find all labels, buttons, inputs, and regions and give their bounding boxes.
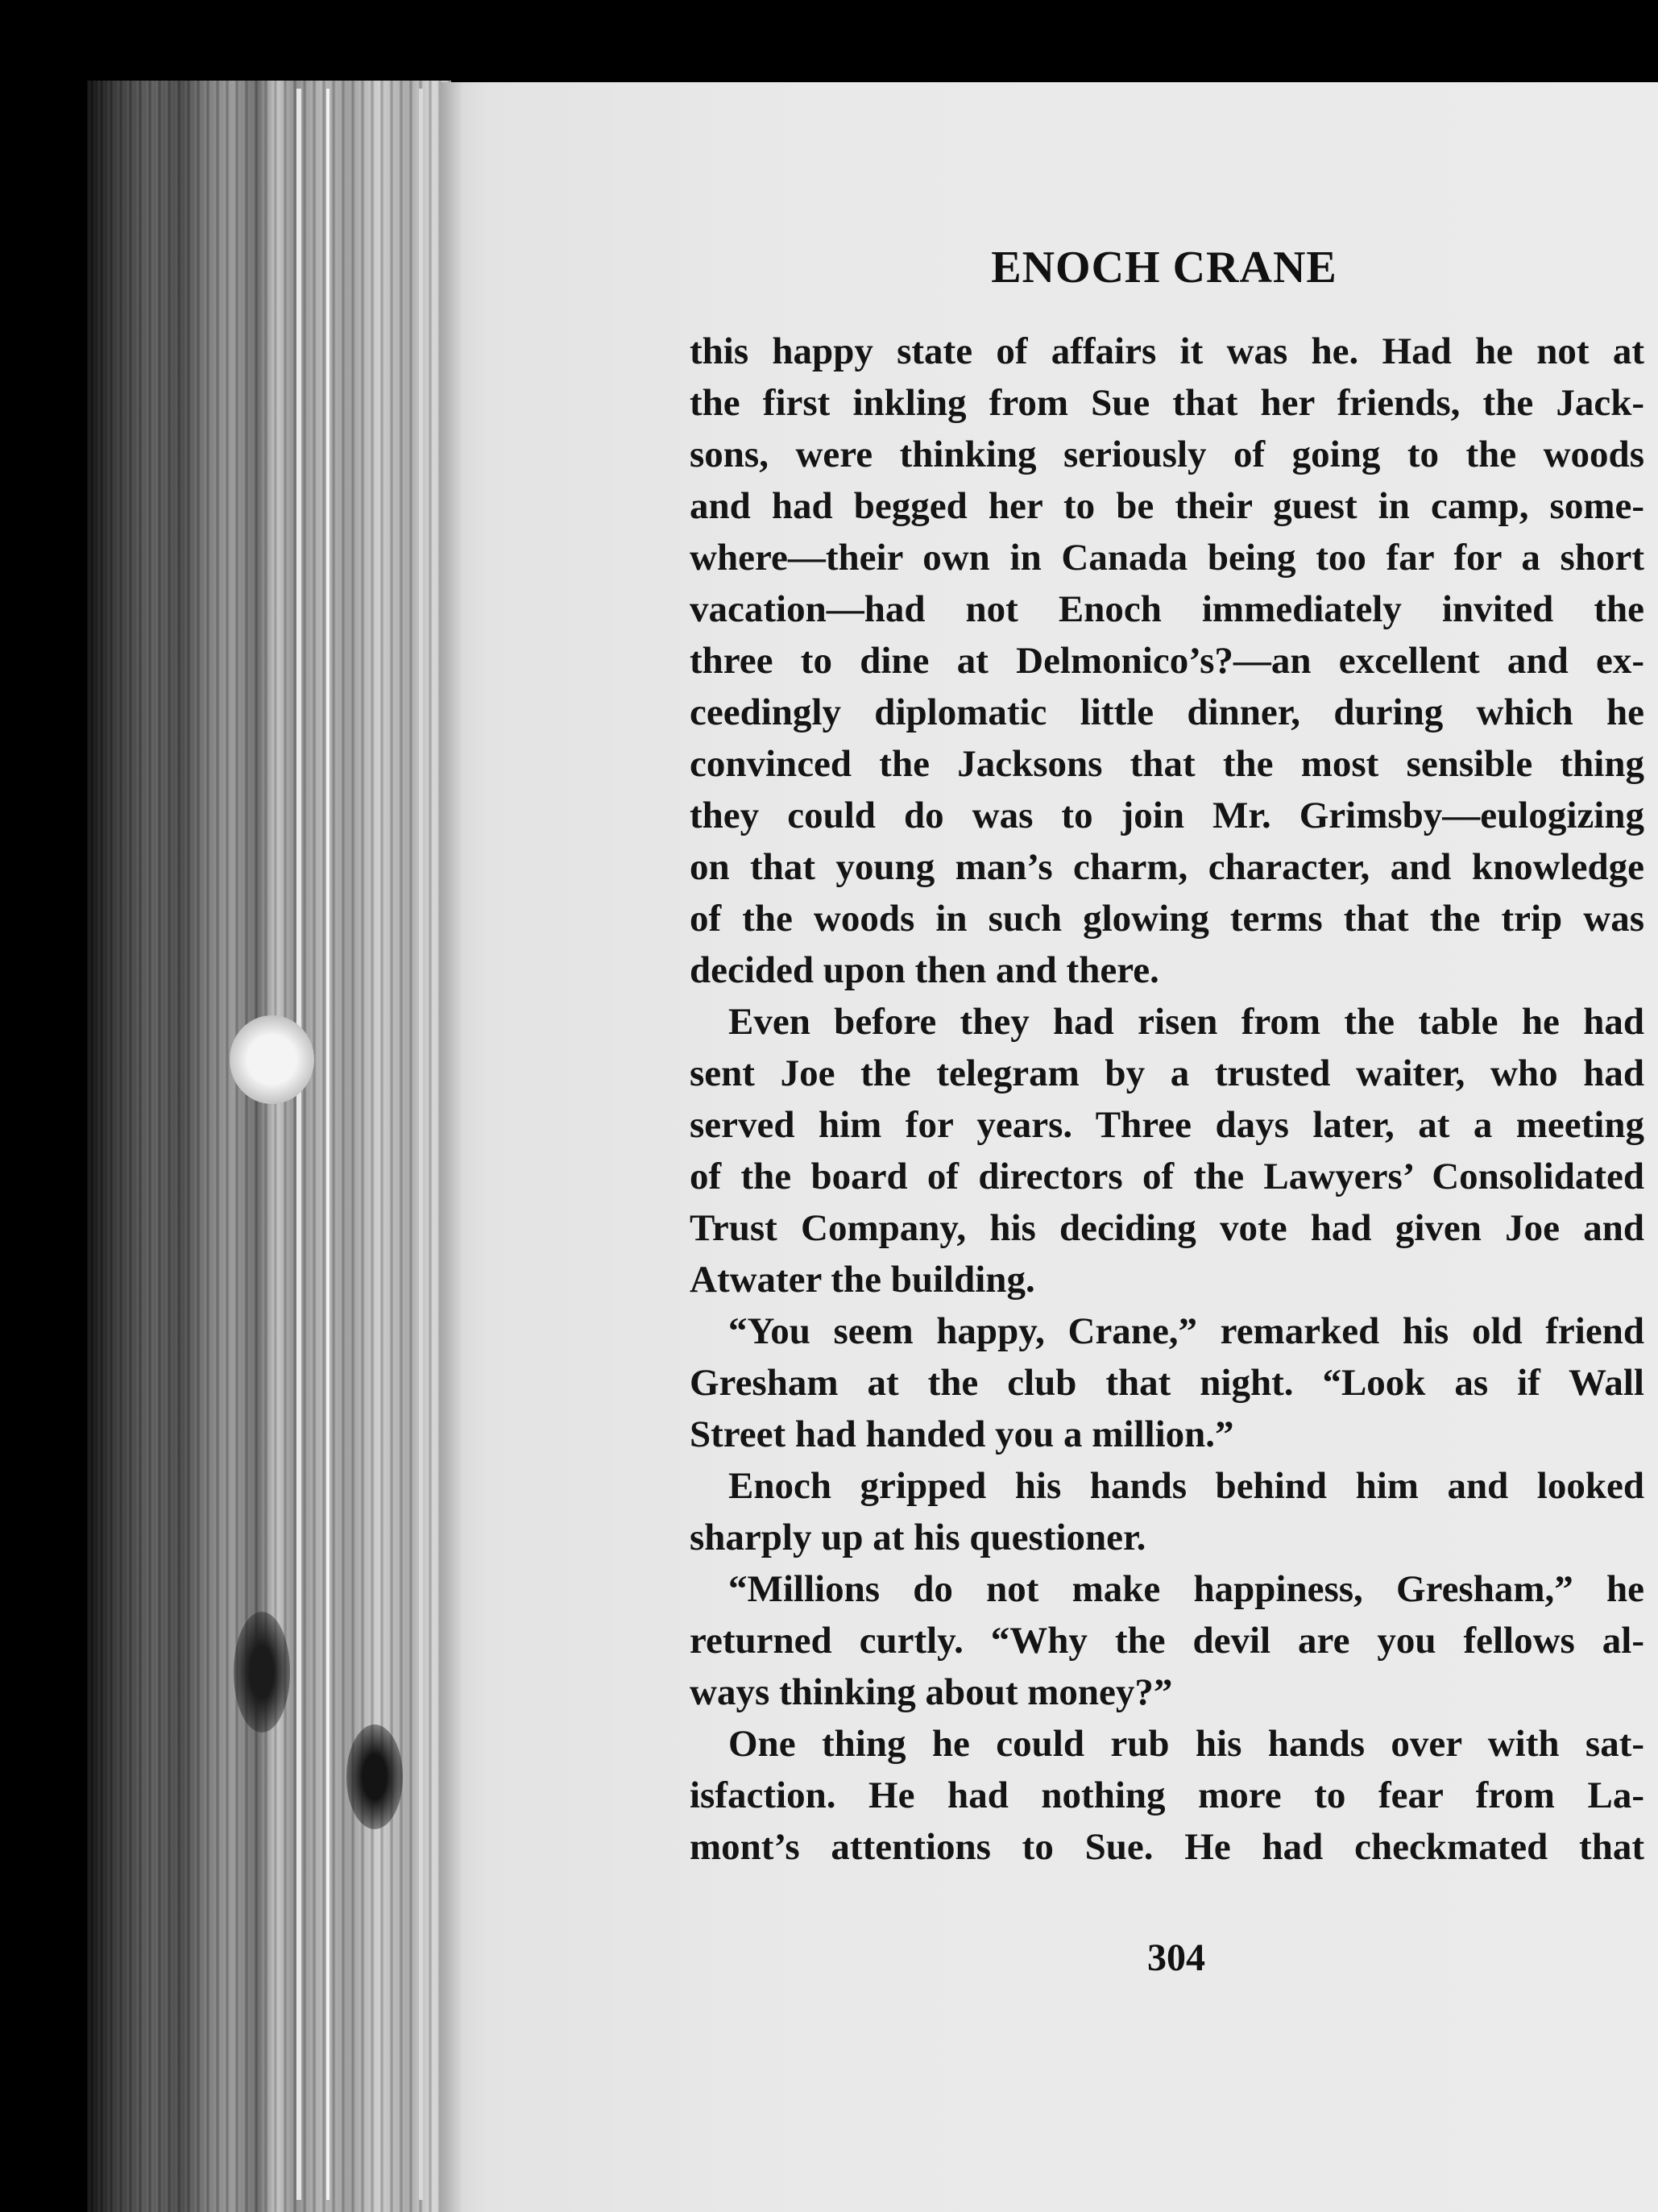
text-line: Even before they had risen from the table he had [728,1001,1644,1043]
text-line: they could do was to join Mr. Grimsby—eulogizing [690,795,1644,836]
paper-stain [346,1724,403,1829]
text-line: sharply up at his questioner. [690,1517,1146,1558]
text-line: where—their own in Canada being too far for a short [690,537,1644,579]
text-line: returned curtly. “Why the devil are you fellows al- [690,1620,1644,1662]
text-line: “Millions do not make happiness, Gresham,” he [728,1568,1644,1610]
body-text [690,326,1644,1873]
text-line: served him for years. Three days later, at a meeting [690,1104,1644,1146]
text-line: and had begged her to be their guest in camp, some- [690,485,1644,527]
running-head: ENOCH CRANE [991,243,1337,293]
text-line: ceedingly diplomatic little dinner, during which he [690,691,1644,733]
text-line: vacation—had not Enoch immediately invited the [690,588,1644,630]
text-line: ways thinking about money?” [690,1671,1173,1713]
page-number: 304 [1147,1936,1205,1979]
text-line: Trust Company, his deciding vote had given Joe and [690,1207,1644,1249]
text-line: “You seem happy, Crane,” remarked his old friend [728,1310,1644,1352]
text-line: the first inkling from Sue that her friends, the Jack- [690,382,1644,424]
text-line: Enoch gripped his hands behind him and looked [728,1465,1644,1507]
text-line: sons, were thinking seriously of going to the woods [690,434,1644,475]
text-line: decided upon then and there. [690,949,1159,991]
text-line: this happy state of affairs it was he. Had he not at [690,330,1644,372]
paper-stain [230,1015,314,1104]
text-line: Gresham at the club that night. “Look as if Wall [690,1362,1644,1404]
text-line: on that young man’s charm, character, and knowledge [690,846,1644,888]
paper-stain [234,1612,290,1733]
gutter-shadow [439,82,463,2212]
page-edge-highlight [419,89,423,2200]
text-line: three to dine at Delmonico’s?—an excellent and ex- [690,640,1644,682]
text-line: Street had handed you a million.” [690,1413,1234,1455]
text-line: of the woods in such glowing terms that the trip was [690,898,1644,940]
text-line: convinced the Jacksons that the most sensible thing [690,743,1644,785]
text-line: One thing he could rub his hands over with sat- [728,1723,1644,1765]
text-line: mont’s attentions to Sue. He had checkmated that [690,1826,1644,1868]
text-line: isfaction. He had nothing more to fear from La- [690,1774,1644,1816]
page-edge-highlight [296,89,301,2200]
text-line: sent Joe the telegram by a trusted waiter, who had [690,1052,1644,1094]
text-line: of the board of directors of the Lawyers’ Consolidated [690,1156,1644,1197]
page-edge-stack [87,81,451,2212]
page-edge-highlight [326,89,330,2200]
text-line: Atwater the building. [690,1259,1035,1301]
